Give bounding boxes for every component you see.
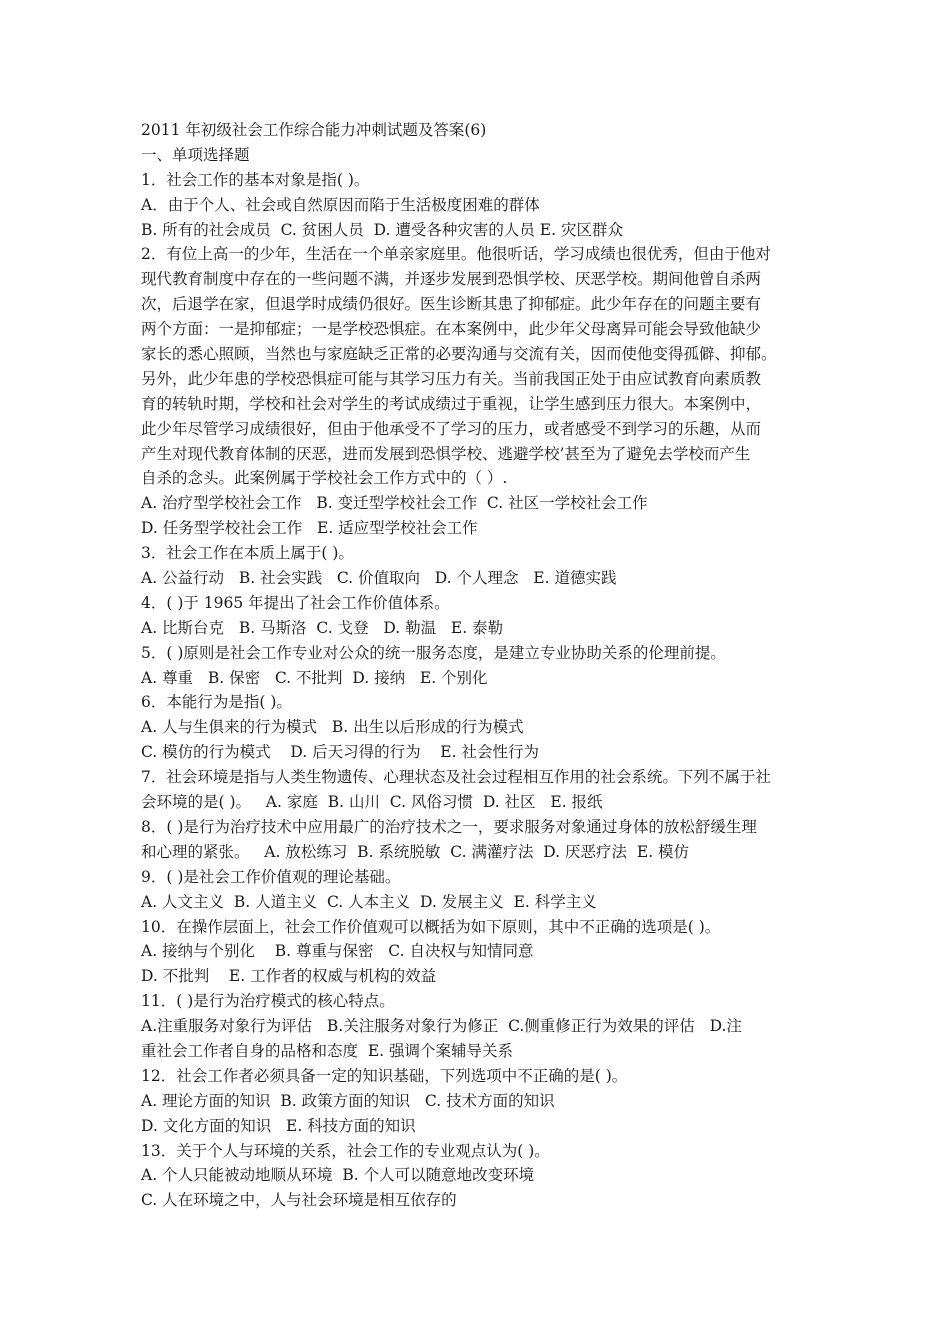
document-body (141, 118, 817, 1213)
question-12: 12．社会工作者必须具备一定的知识基础，下列选项中不正确的是( )。 (141, 1066, 628, 1085)
question-2-text: 两个方面：一是抑郁症；一是学校恐惧症。在本案例中，此少年父母离异可能会导致他缺少 (141, 320, 762, 339)
question-3-options: A. 公益行动 B. 社会实践 C. 价值取向 D. 个人理念 E. 道德实践 (141, 569, 617, 588)
question-1-options-a: A．由于个人、社会或自然原因而陷于生活极度困难的群体 (141, 195, 540, 214)
question-7-text: 7．社会环境是指与人类生物遗传、心理状态及社会过程相互作用的社会系统。下列不属于社 (141, 768, 771, 787)
question-2-text: 另外，此少年患的学校恐惧症可能与其学习压力有关。当前我国正处于由应试教育向素质教 (141, 369, 762, 388)
question-10-options: A. 接纳与个别化 B. 尊重与保密 C. 自决权与知情同意 (141, 942, 534, 961)
question-4-options: A. 比斯台克 B. 马斯洛 C. 戈登 D. 勒温 E. 泰勒 (141, 618, 504, 637)
question-2-options: D. 任务型学校社会工作 E. 适应型学校社会工作 (141, 519, 478, 538)
question-1: 1．社会工作的基本对象是指( )。 (141, 170, 370, 189)
question-6-options: C. 模仿的行为模式 D. 后天习得的行为 E. 社会性行为 (141, 743, 539, 762)
question-9-options: A. 人文主义 B. 人道主义 C. 人本主义 D. 发展主义 E. 科学主义 (141, 892, 597, 911)
question-8-text: 8．( )是行为治疗技术中应用最广的治疗技术之一，要求服务对象通过身体的放松舒缓生理 (141, 817, 757, 836)
question-7-options: 会环境的是( )。 A. 家庭 B. 山川 C. 风俗习惯 D. 社区 E. 报纸 (141, 793, 603, 812)
question-6: 6．本能行为是指( )。 (141, 693, 292, 712)
question-5: 5．( )原则是社会工作专业对公众的统一服务态度，是建立专业协助关系的伦理前提。 (141, 643, 726, 662)
question-5-options: A. 尊重 B. 保密 C. 不批判 D. 接纳 E. 个别化 (141, 668, 488, 687)
question-3: 3．社会工作在本质上属于( )。 (141, 544, 354, 563)
question-9: 9．( )是社会工作价值观的理论基础。 (141, 867, 401, 886)
question-2-options: A. 治疗型学校社会工作 B. 变迁型学校社会工作 C. 社区一学校社会工作 (141, 494, 648, 513)
question-10-options: D. 不批判 E. 工作者的权威与机构的效益 (141, 967, 437, 986)
question-2-text: 育的转轨时期，学校和社会对学生的考试成绩过于重视，让学生感到压力很大。本案例中， (141, 394, 762, 413)
question-12-options: D. 文化方面的知识 E. 科技方面的知识 (141, 1116, 416, 1135)
question-2-text: 产生对现代教育体制的厌恶，进而发展到恐惧学校、逃避学校’甚至为了避免去学校而产生 (141, 444, 751, 463)
question-13-options: A. 个人只能被动地顺从环境 B. 个人可以随意地改变环境 (141, 1166, 535, 1185)
question-13: 13．关于个人与环境的关系，社会工作的专业观点认为( )。 (141, 1141, 550, 1160)
question-2-text: 此少年尽管学习成绩很好，但由于他承受不了学习的压力，或者感受不到学习的乐趣，从而 (141, 419, 762, 438)
question-2-text: 2．有位上高一的少年，生活在一个单亲家庭里。他很听话，学习成绩也很优秀，但由于他对 (141, 245, 771, 264)
question-2-text: 自杀的念头。此案例属于学校社会工作方式中的（ ）. (141, 469, 508, 488)
question-4: 4．( )于 1965 年提出了社会工作价值体系。 (141, 593, 450, 612)
question-8-options: 和心理的紧张。 A. 放松练习 B. 系统脱敏 C. 满灌疗法 D. 厌恶疗法 E. 模仿 (141, 842, 690, 861)
section-heading: 一、单项选择题 (141, 145, 250, 164)
question-10: 10．在操作层面上，社会工作价值观可以概括为如下原则，其中不正确的选项是( )。 (141, 917, 721, 936)
question-6-options: A. 人与生俱来的行为模式 B. 出生以后形成的行为模式 (141, 718, 524, 737)
question-1-options-b-e: B. 所有的社会成员 C. 贫困人员 D. 遭受各种灾害的人员 E. 灾区群众 (141, 220, 623, 239)
question-11-options: A.注重服务对象行为评估 B.关注服务对象行为修正 C.侧重修正行为效果的评估 D.注 (141, 1017, 742, 1036)
question-2-text: 现代教育制度中存在的一些问题不满，并逐步发展到恐惧学校、厌恶学校。期间他曾自杀两 (141, 270, 762, 289)
question-12-options: A. 理论方面的知识 B. 政策方面的知识 C. 技术方面的知识 (141, 1091, 555, 1110)
document-title: 2011 年初级社会工作综合能力冲刺试题及答案(6) (141, 121, 487, 139)
question-11-options: 重社会工作者自身的品格和态度 E. 强调个案辅导关系 (141, 1041, 514, 1060)
question-2-text: 家长的悉心照顾，当然也与家庭缺乏正常的必要沟通与交流有关，因而使他变得孤僻、抑郁。 (141, 345, 777, 364)
question-11: 11．( )是行为治疗模式的核心特点。 (141, 992, 395, 1011)
question-2-text: 次，后退学在家，但退学时成绩仍很好。医生诊断其患了抑郁症。此少年存在的问题主要有 (141, 295, 762, 314)
question-13-options: C. 人在环境之中，人与社会环境是相互依存的 (141, 1191, 457, 1210)
